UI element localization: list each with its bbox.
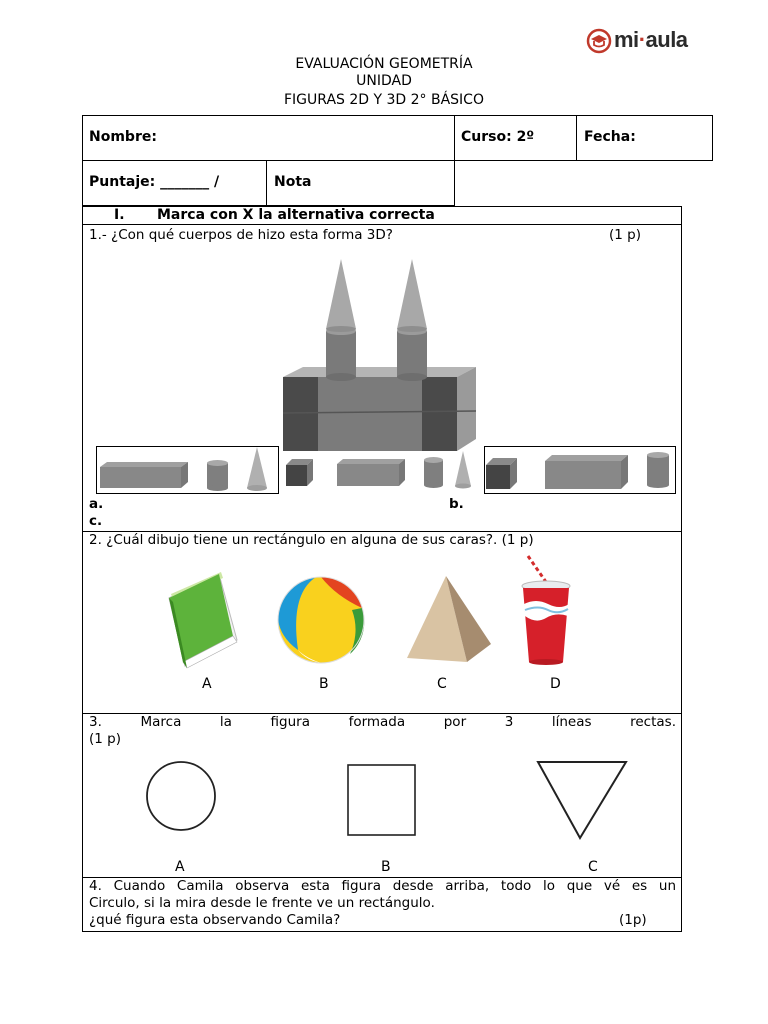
nombre-label: Nombre: [89, 129, 157, 145]
nota-cell[interactable] [266, 160, 455, 206]
q3-label-b: B [381, 859, 391, 875]
curso-cell[interactable] [454, 115, 577, 161]
option-a-shapes [97, 447, 280, 495]
q3-word-3: la [219, 714, 232, 730]
ball-icon[interactable] [276, 574, 366, 666]
q3-word-6: por [443, 714, 467, 730]
triangle-shape[interactable] [536, 760, 628, 842]
title-line-2: UNIDAD [356, 73, 412, 89]
q3-word-1: 3. [89, 714, 102, 730]
logo-sep: · [638, 27, 646, 52]
q4-line-1: 4. Cuando Camila observa esta figura desde arriba, todo lo que vé es un [89, 878, 676, 894]
fecha-cell[interactable] [576, 115, 713, 161]
option-c-box[interactable] [484, 446, 676, 494]
q2-label-b: B [319, 676, 329, 692]
q4-line-2: Circulo, si la mira desde le frente ve un rectángulo. [89, 895, 435, 911]
q4-line-3: ¿qué figura esta observando Camila? [89, 912, 341, 928]
logo-mi: mi [614, 27, 639, 52]
section-header [82, 206, 682, 225]
nota-label: Nota [274, 174, 312, 190]
square-shape[interactable] [347, 764, 419, 838]
fecha-label: Fecha: [584, 129, 636, 145]
title-line-1: EVALUACIÓN GEOMETRÍA [295, 56, 473, 72]
graduation-cap-icon [586, 28, 612, 54]
q3-word-4: figura [270, 714, 310, 730]
option-b-shapes [283, 446, 473, 494]
q3-label-a: A [175, 859, 185, 875]
castle-3d-figure [283, 255, 483, 455]
question-1 [82, 224, 682, 532]
q2-text: 2. ¿Cuál dibujo tiene un rectángulo en alguna de sus caras?. (1 p) [89, 532, 534, 548]
q2-label-c: C [437, 676, 447, 692]
puntaje-cell[interactable] [82, 160, 267, 206]
section-numeral: I. [114, 207, 125, 223]
logo-aula: aula [645, 27, 688, 52]
option-a-box[interactable] [96, 446, 279, 494]
book-icon[interactable] [163, 570, 253, 670]
question-2 [82, 531, 682, 714]
q3-text [89, 714, 676, 731]
q3-word-5: formada [348, 714, 406, 730]
q1-option-a[interactable]: a. [89, 496, 104, 512]
q1-option-c[interactable]: c. [89, 513, 103, 529]
q4-points: (1p) [619, 912, 647, 928]
nombre-cell[interactable] [82, 115, 455, 161]
q2-label-a: A [202, 676, 212, 692]
q3-word-2: Marca [140, 714, 182, 730]
section-title: Marca con X la alternativa correcta [157, 207, 435, 223]
option-c-shapes [485, 447, 677, 495]
q1-text: 1.- ¿Con qué cuerpos de hizo esta forma 3D? [89, 227, 393, 243]
q3-word-8: líneas [551, 714, 592, 730]
question-3 [82, 713, 682, 878]
curso-label: Curso: 2º [461, 129, 535, 145]
q2-label-d: D [550, 676, 561, 692]
puntaje-label: Puntaje: _______ / [89, 174, 220, 190]
q3-points: (1 p) [89, 731, 121, 747]
q1-option-b[interactable]: b. [449, 496, 464, 512]
cup-icon[interactable] [520, 554, 580, 666]
q3-word-7: 3 [504, 714, 514, 730]
title-line-3: FIGURAS 2D Y 3D 2° BÁSICO [284, 92, 484, 108]
logo [586, 26, 696, 56]
q3-word-9: rectas. [630, 714, 676, 730]
circle-shape[interactable] [145, 760, 219, 834]
pyramid-icon[interactable] [403, 574, 493, 666]
question-4 [82, 877, 682, 932]
q1-points: (1 p) [609, 227, 641, 243]
q3-label-c: C [588, 859, 598, 875]
